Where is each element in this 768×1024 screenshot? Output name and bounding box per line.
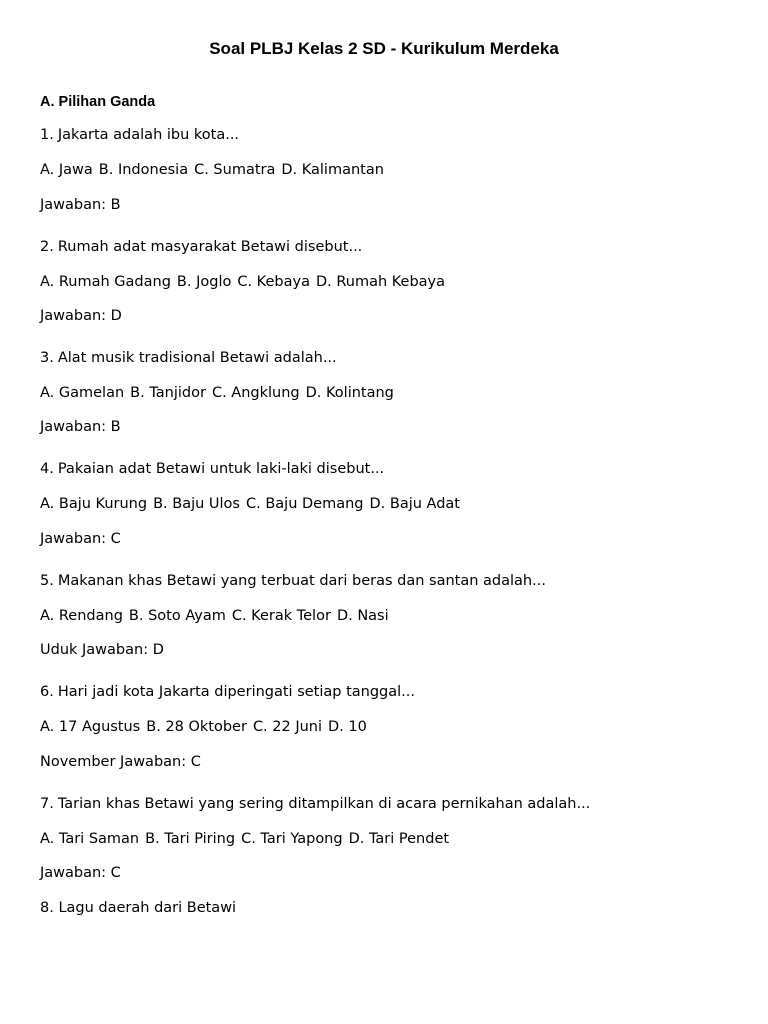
section-heading: A. Pilihan Ganda [40, 94, 156, 110]
option-c: C. Sumatra [194, 162, 276, 178]
question-text: Makanan khas Betawi yang terbuat dari beras dan santan adalah... [57, 573, 546, 589]
question-number: 6. [40, 684, 54, 700]
question-text: Rumah adat masyarakat Betawi disebut... [57, 239, 363, 255]
question-2-options [40, 272, 451, 292]
option-a: A. Gamelan [40, 385, 125, 401]
question-5 [40, 571, 546, 591]
question-6 [40, 682, 415, 702]
option-d: D. Kolintang [305, 385, 394, 401]
option-b: B. Soto Ayam [128, 608, 226, 624]
question-4-answer: Jawaban: C [40, 531, 121, 547]
question-4-options [40, 494, 466, 514]
option-c: C. 22 Juni [252, 719, 323, 735]
question-7 [40, 794, 590, 814]
option-b: B. Indonesia [98, 162, 189, 178]
question-text: Pakaian adat Betawi untuk laki-laki disebut... [57, 461, 385, 477]
option-d: D. Tari Pendet [348, 831, 450, 847]
option-c: C. Kerak Telor [231, 608, 331, 624]
question-3-answer: Jawaban: B [40, 419, 121, 435]
question-7-answer: Jawaban: C [40, 865, 121, 881]
question-4 [40, 459, 384, 479]
question-7-options [40, 829, 455, 849]
question-text: Hari jadi kota Jakarta diperingati setiap tanggal... [57, 684, 415, 700]
question-number: 1. [40, 127, 54, 143]
option-b: B. Baju Ulos [153, 496, 240, 512]
option-d: D. Kalimantan [281, 162, 384, 178]
option-d: D. Rumah Kebaya [315, 274, 446, 290]
question-number: 4. [40, 461, 54, 477]
option-a: A. Baju Kurung [40, 496, 148, 512]
question-6-answer: November Jawaban: C [40, 754, 201, 770]
option-c: C. Baju Demang [245, 496, 364, 512]
option-a: A. Rumah Gadang [40, 274, 171, 290]
question-2 [40, 237, 362, 257]
option-d: D. Baju Adat [369, 496, 460, 512]
option-a: A. Jawa [40, 162, 93, 178]
question-2-answer: Jawaban: D [40, 308, 122, 324]
question-number: 7. [40, 796, 54, 812]
option-d: D. 10 [328, 719, 367, 735]
question-1 [40, 125, 239, 145]
option-b: B. Tanjidor [130, 385, 206, 401]
question-number: 3. [40, 350, 54, 366]
question-1-answer: Jawaban: B [40, 197, 121, 213]
question-1-options [40, 160, 390, 180]
question-5-answer: Uduk Jawaban: D [40, 642, 164, 658]
question-3-options [40, 383, 400, 403]
option-b: B. Tari Piring [145, 831, 236, 847]
option-d: D. Nasi [336, 608, 389, 624]
option-b: B. 28 Oktober [146, 719, 247, 735]
option-c: C. Angklung [211, 385, 300, 401]
question-text: Jakarta adalah ibu kota... [57, 127, 240, 143]
option-a: A. 17 Agustus [40, 719, 141, 735]
document-title: Soal PLBJ Kelas 2 SD - Kurikulum Merdeka [209, 39, 559, 58]
question-8: 8. Lagu daerah dari Betawi [40, 900, 237, 916]
option-a: A. Rendang [40, 608, 123, 624]
question-5-options [40, 606, 395, 626]
question-3 [40, 348, 337, 368]
option-a: A. Tari Saman [40, 831, 140, 847]
question-6-options [40, 717, 373, 737]
question-text: Tarian khas Betawi yang sering ditampilkan di acara pernikahan adalah... [57, 796, 591, 812]
option-b: B. Joglo [176, 274, 232, 290]
question-text: Alat musik tradisional Betawi adalah... [57, 350, 337, 366]
question-number: 2. [40, 239, 54, 255]
question-number: 5. [40, 573, 54, 589]
option-c: C. Kebaya [237, 274, 310, 290]
option-c: C. Tari Yapong [241, 831, 343, 847]
